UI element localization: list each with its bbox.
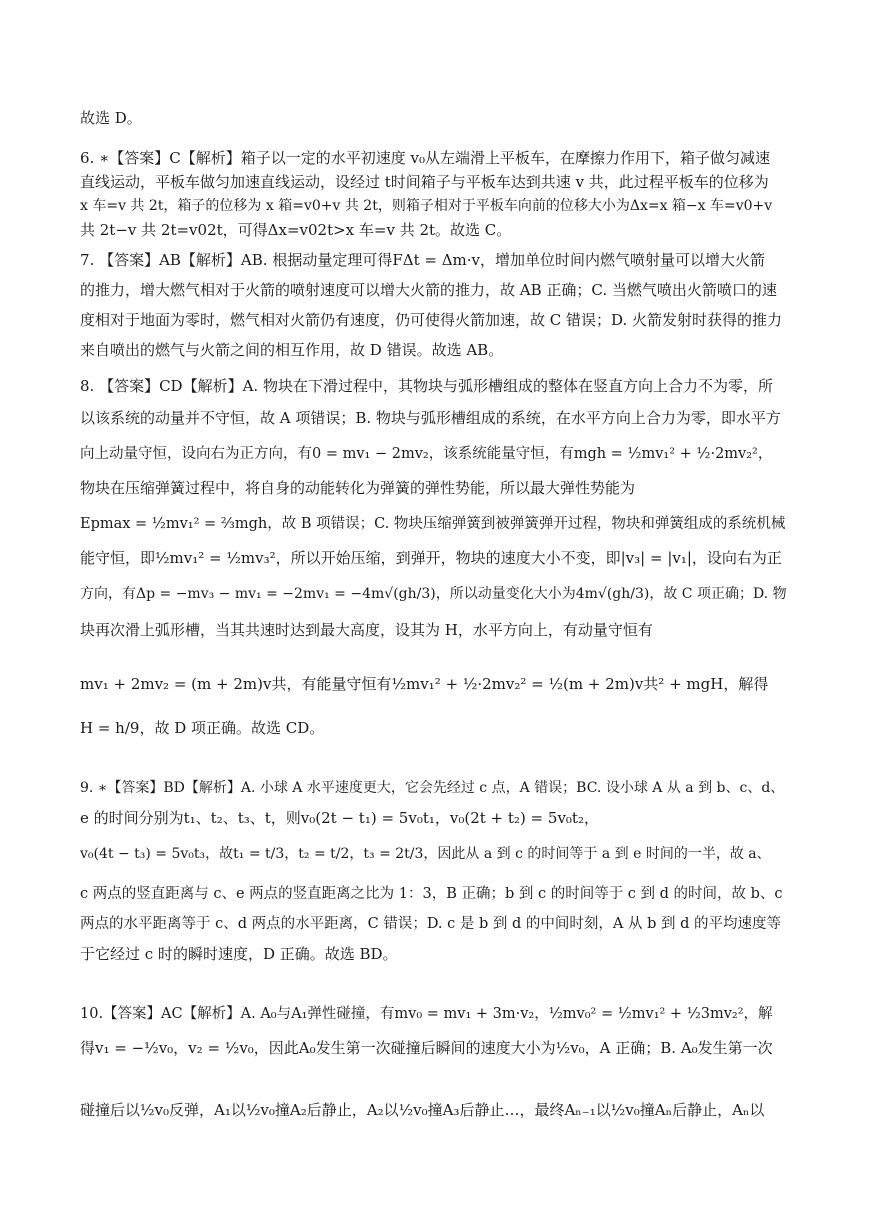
text-line: e 的时间分别为t₁、t₂、t₃、t，则v₀(2t − t₁) = 5v₀t₁，v₀(2t + t₂) = 5v₀t₂，: [80, 809, 599, 827]
text-line: Epmax = ½mv₁² = ⅔mgh，故 B 项错误；C. 物块压缩弹簧到被弹簧弹开过程，物块和弹簧组成的系统机械: [80, 516, 786, 532]
text-line: 来自喷出的燃气与火箭之间的相互作用，故 D 错误。故选 AB。: [80, 341, 504, 359]
text-line: 度相对于地面为零时，燃气相对火箭仍有速度，仍可使得火箭加速，故 C 错误；D. 火箭发射时获得的推力: [80, 311, 783, 329]
text-line: mv₁ + 2mv₂ = (m + 2m)v共，有能量守恒有½mv₁² + ½·2mv₂² = ½(m + 2m)v共² + mgH，解得: [80, 675, 769, 693]
text-line: 共 2t−v 共 2t=v02t，可得Δx=v02t>x 车=v 共 2t。故选 C。: [80, 221, 512, 239]
text-line: 8. 【答案】CD【解析】A. 物块在下滑过程中，其物块与弧形槽组成的整体在竖直方向上合力不为零，所: [80, 377, 773, 395]
text-line: 向上动量守恒，设向右为正方向，有0 = mv₁ − 2mv₂，该系统能量守恒，有mgh = ½mv₁² + ½·2mv₂²，: [80, 446, 773, 462]
text-line: 方向，有Δp = −mv₃ − mv₁ = −2mv₁ = −4m√(gh/3)，所以动量变化大小为4m√(gh/3)，故 C 项正确；D. 物: [80, 586, 787, 602]
text-line: c 两点的竖直距离与 c、e 两点的竖直距离之比为 1：3，B 正确；b 到 c 的时间等于 c 到 d 的时间，故 b、c: [80, 886, 783, 902]
text-line: 能守恒，即½mv₁² = ½mv₃²，所以开始压缩，到弹开，物块的速度大小不变，即|v₃| = |v₁|，设向右为正: [80, 549, 782, 567]
text-line: 10.【答案】AC【解析】A. A₀与A₁弹性碰撞，有mv₀ = mv₁ + 3m·v₂，½mv₀² = ½mv₁² + ½3mv₂²，解: [80, 1006, 773, 1022]
text-line: 两点的水平距离等于 c、d 两点的水平距离，C 错误；D. c 是 b 到 d 的中间时刻，A 从 b 到 d 的平均速度等: [80, 916, 781, 932]
text-line: 9. ∗【答案】BD【解析】A. 小球 A 水平速度更大，它会先经过 c 点，A 错误；BC. 设小球 A 从 a 到 b、c、d、: [80, 780, 785, 796]
text-line: 故选 D。: [80, 109, 142, 127]
text-line: H = h/9，故 D 项正确。故选 CD。: [80, 719, 325, 737]
text-line: 7. 【答案】AB【解析】AB. 根据动量定理可得FΔt = Δm·v，增加单位时间内燃气喷射量可以增大火箭: [80, 251, 766, 269]
text-line: x 车=v 共 2t，箱子的位移为 x 箱=v0+v 共 2t，则箱子相对于平板车向前的位移大小为Δx=x 箱−x 车=v0+v: [80, 198, 773, 214]
text-line: 于它经过 c 时的瞬时速度，D 正确。故选 BD。: [80, 945, 398, 963]
text-line: 以该系统的动量并不守恒，故 A 项错误；B. 物块与弧形槽组成的系统，在水平方向上合力为零，即水平方: [80, 409, 781, 427]
text-line: 物块在压缩弹簧过程中，将自身的动能转化为弹簧的弹性势能，所以最大弹性势能为: [80, 479, 636, 497]
text-line: 块再次滑上弧形槽，当其共速时达到最大高度，设其为 H，水平方向上，有动量守恒有: [80, 621, 653, 639]
text-line: v₀(4t − t₃) = 5v₀t₃，故t₁ = t/3，t₂ = t/2，t₃ = 2t/3，因此从 a 到 c 的时间等于 a 到 e 时间的一半，故 a、: [80, 846, 771, 862]
text-line: 碰撞后以½v₀反弹，A₁以½v₀撞A₂后静止，A₂以½v₀撞A₃后静止…，最终Aₙ₋₁以½v₀撞Aₙ后静止，Aₙ以: [80, 1101, 765, 1119]
text-line: 得v₁ = −½v₀，v₂ = ½v₀，因此A₀发生第一次碰撞后瞬间的速度大小为½v₀，A 正确；B. A₀发生第一次: [80, 1039, 773, 1057]
text-line: 的推力，增大燃气相对于火箭的喷射速度可以增大火箭的推力，故 AB 正确；C. 当燃气喷出火箭喷口的速: [80, 281, 777, 299]
text-line: 6. ∗【答案】C【解析】箱子以一定的水平初速度 v₀从左端滑上平板车，在摩擦力作用下，箱子做匀减速: [80, 149, 771, 167]
text-line: 直线运动，平板车做匀加速直线运动，设经过 t时间箱子与平板车达到共速 v 共，此过程平板车的位移为: [80, 173, 769, 191]
